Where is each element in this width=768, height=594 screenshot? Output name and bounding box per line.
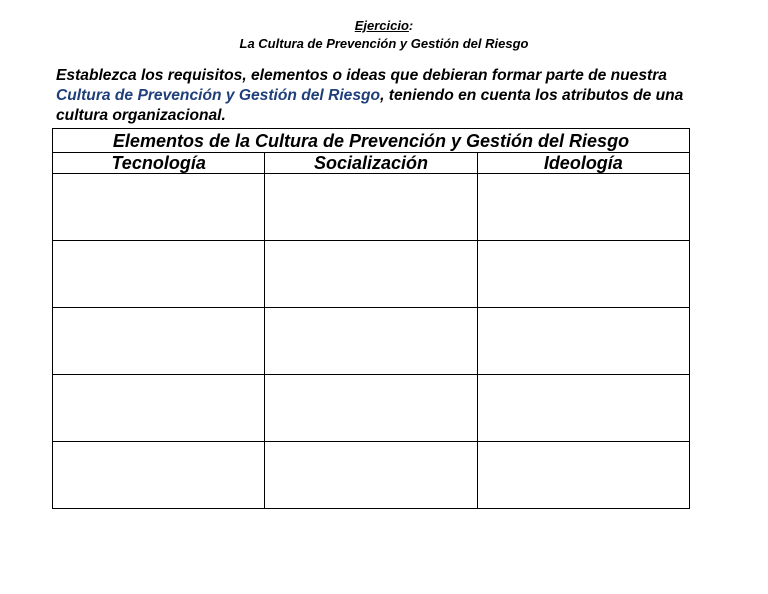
table-title: Elementos de la Cultura de Prevención y Gestión del Riesgo (53, 129, 690, 153)
table-cell[interactable] (265, 241, 477, 308)
table-cell[interactable] (53, 174, 265, 241)
table-cell[interactable] (477, 442, 689, 509)
table-cell[interactable] (265, 174, 477, 241)
instructions-paragraph (56, 66, 706, 126)
table-cell[interactable] (53, 375, 265, 442)
table-row (53, 174, 690, 241)
table-cell[interactable] (477, 241, 689, 308)
instructions-text-before: Establezca los requisitos, elementos o ideas que debieran formar parte de nuestra (56, 67, 667, 84)
table-cell[interactable] (265, 308, 477, 375)
table-cell[interactable] (53, 308, 265, 375)
column-header-socializacion: Socialización (265, 153, 477, 174)
instructions-text-after: , teniendo en cuenta los atributos de una cultura organizacional. (56, 87, 684, 124)
exercise-label-suffix: : (408, 18, 414, 33)
exercise-subtitle: La Cultura de Prevención y Gestión del Riesgo (239, 36, 529, 51)
table-header-row (53, 153, 690, 174)
table-cell[interactable] (53, 241, 265, 308)
table-title-row (53, 129, 690, 153)
exercise-label: Ejercicio (354, 18, 409, 33)
table-cell[interactable] (265, 375, 477, 442)
column-header-ideologia: Ideología (477, 153, 689, 174)
elements-table (52, 128, 690, 509)
table-cell[interactable] (477, 375, 689, 442)
table-row (53, 308, 690, 375)
column-header-tecnologia: Tecnología (53, 153, 265, 174)
instructions-highlight: Cultura de Prevención y Gestión del Riesgo (56, 87, 381, 104)
exercise-title (0, 18, 768, 34)
table-cell[interactable] (477, 308, 689, 375)
table-row (53, 241, 690, 308)
table-cell[interactable] (265, 442, 477, 509)
table-row (53, 375, 690, 442)
table-cell[interactable] (53, 442, 265, 509)
table-row (53, 442, 690, 509)
table-cell[interactable] (477, 174, 689, 241)
